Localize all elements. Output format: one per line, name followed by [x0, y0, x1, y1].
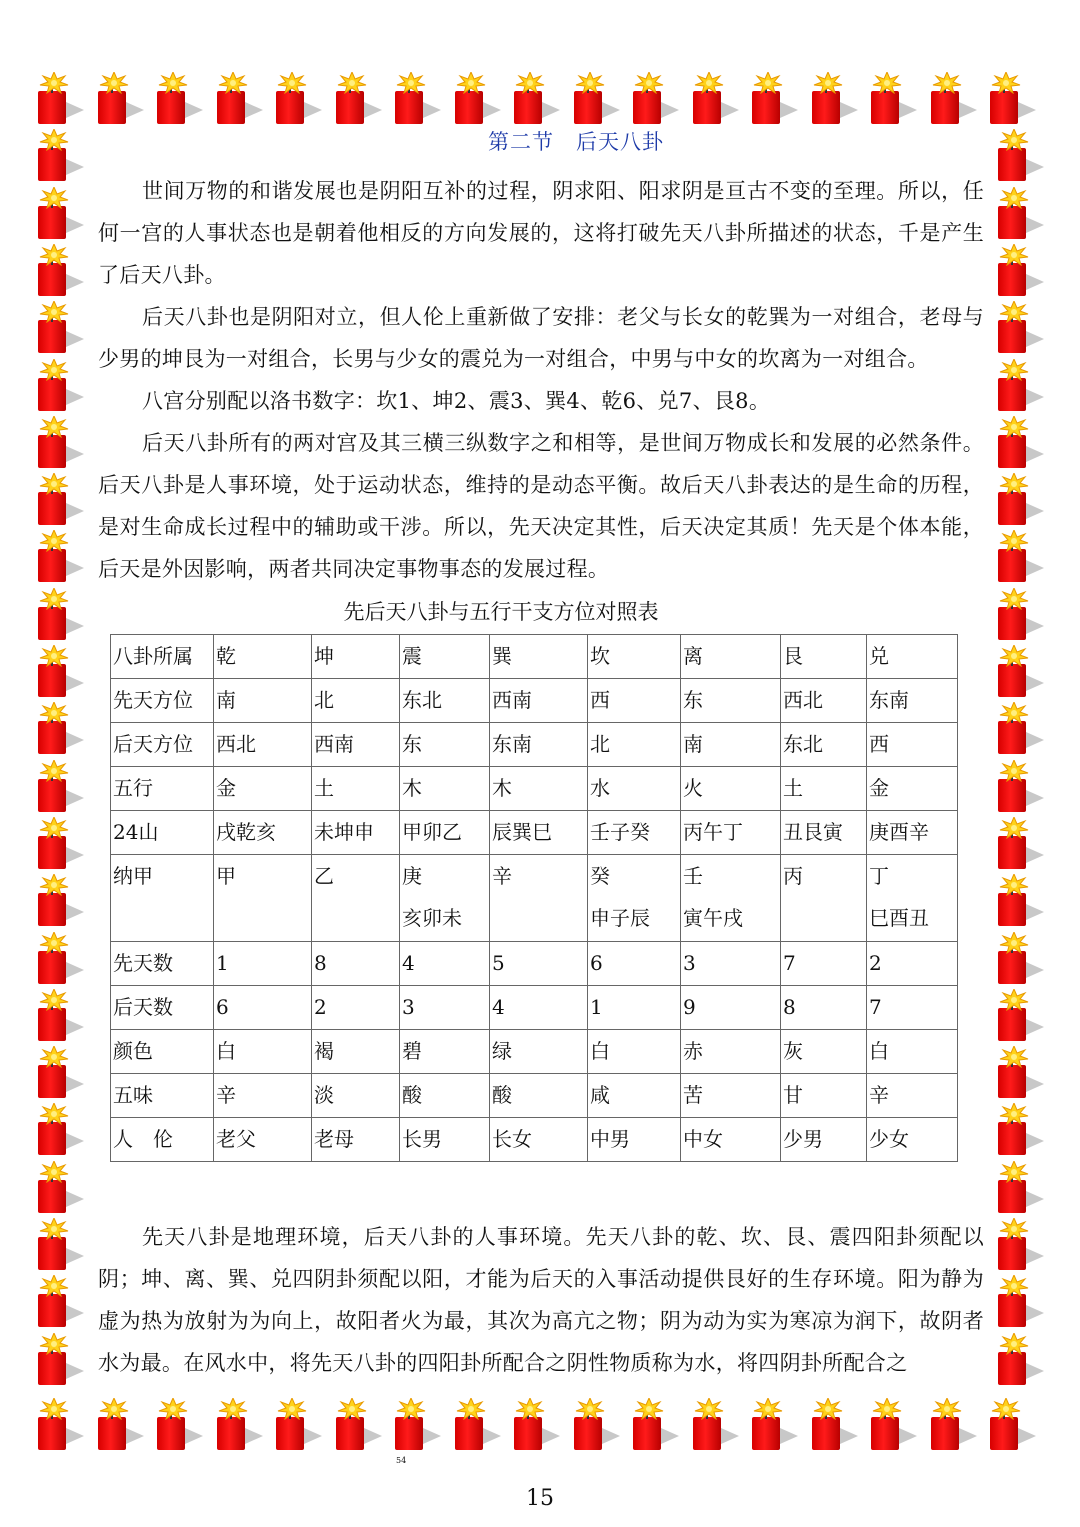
table-cell: [214, 855, 312, 942]
table-cell: 未坤申: [312, 811, 400, 855]
table-cell: 8: [312, 942, 400, 986]
cell-line: 甲: [216, 864, 236, 888]
table-row: [111, 942, 958, 986]
candle-star-icon: [746, 1398, 790, 1450]
table-cell: 老母: [312, 1118, 400, 1162]
table-cell: 先天方位: [111, 679, 214, 723]
candle-star-icon: [992, 760, 1036, 812]
table-cell: 南: [681, 723, 781, 767]
table-cell: 中女: [681, 1118, 781, 1162]
cell-line: 庚: [402, 864, 422, 888]
cell-line: 壬: [683, 864, 703, 888]
table-cell: 坤: [312, 635, 400, 679]
table-cell: 坎: [588, 635, 681, 679]
table-cell: 7: [781, 942, 867, 986]
candle-star-icon: [270, 1398, 314, 1450]
table-cell: 金: [214, 767, 312, 811]
candle-star-icon: [992, 473, 1036, 525]
table-cell: 长男: [400, 1118, 490, 1162]
table-cell: 西北: [214, 723, 312, 767]
bagua-comparison-table: [110, 634, 958, 1162]
footnote-number: 54: [396, 1456, 407, 1465]
cell-line: 丁: [869, 864, 889, 888]
table-cell: 老父: [214, 1118, 312, 1162]
table-cell: 东南: [490, 723, 588, 767]
table-cell: 后天方位: [111, 723, 214, 767]
candle-star-icon: [687, 1398, 731, 1450]
cell-line: 乙: [314, 864, 334, 888]
candle-star-icon: [32, 244, 76, 296]
table-cell: 乾: [214, 635, 312, 679]
candle-star-icon: [32, 932, 76, 984]
candle-star-icon: [992, 530, 1036, 582]
table-cell: 5: [490, 942, 588, 986]
table-cell: 2: [867, 942, 958, 986]
table-row: [111, 767, 958, 811]
candle-star-icon: [32, 1103, 76, 1155]
cell-line: 丙: [783, 864, 803, 888]
cell-line: 癸: [590, 864, 610, 888]
candle-star-icon: [925, 1398, 969, 1450]
table-header-row: [111, 635, 958, 679]
candle-star-icon: [32, 817, 76, 869]
table-cell: 1: [588, 986, 681, 1030]
candle-star-icon: [984, 72, 1028, 124]
section-title: 第二节 后天八卦: [488, 130, 664, 154]
candle-star-icon: [992, 1275, 1036, 1327]
table-cell: 西北: [781, 679, 867, 723]
table-cell: 西南: [490, 679, 588, 723]
candle-star-icon: [568, 1398, 612, 1450]
candle-star-icon: [992, 187, 1036, 239]
paragraph-3: 八宫分别配以洛书数字：坎1、坤2、震3、巽4、乾6、兑7、艮8。: [142, 389, 771, 413]
candle-star-icon: [151, 1398, 195, 1450]
table-cell: [588, 855, 681, 942]
table-row: [111, 723, 958, 767]
candle-star-icon: [32, 989, 76, 1041]
table-row: [111, 855, 958, 942]
table-cell: 兑: [867, 635, 958, 679]
candle-star-icon: [32, 187, 76, 239]
table-cell: 8: [781, 986, 867, 1030]
table-cell: 1: [214, 942, 312, 986]
candle-star-icon: [32, 874, 76, 926]
table-cell: 西: [588, 679, 681, 723]
table-cell: 4: [490, 986, 588, 1030]
candle-star-icon: [992, 301, 1036, 353]
paragraph-5: 先天八卦是地理环境，后天八卦的人事环境。先天八卦的乾、坎、艮、震四阳卦须配以阴；坤、离、巽、兑四阴卦须配以阳，才能为后天的入事活动提供艮好的生存环境。阳为静为虚为热为放射为为向上，故阳者火为最，其次为高亢之物；阴为动为实为寒凉为润下，故阴者水为最。在风水中，将先天八卦的四阳卦所配合之阴性物质称为水，将四阴卦所配合之: [98, 1225, 984, 1375]
candle-star-icon: [32, 359, 76, 411]
candle-star-icon: [925, 72, 969, 124]
candle-star-icon: [32, 530, 76, 582]
main-content: [98, 126, 984, 1162]
table-cell: 五味: [111, 1074, 214, 1118]
table-cell: 土: [312, 767, 400, 811]
candle-star-icon: [32, 760, 76, 812]
candle-star-icon: [992, 989, 1036, 1041]
table-cell: [781, 855, 867, 942]
table-cell: 先天数: [111, 942, 214, 986]
candle-star-icon: [865, 72, 909, 124]
candle-star-icon: [687, 72, 731, 124]
candle-star-icon: [992, 1103, 1036, 1155]
candle-star-icon: [508, 1398, 552, 1450]
candle-star-icon: [992, 416, 1036, 468]
candle-star-icon: [746, 72, 790, 124]
table-cell: 6: [214, 986, 312, 1030]
table-cell: 2: [312, 986, 400, 1030]
candle-star-icon: [32, 1275, 76, 1327]
table-cell: 3: [400, 986, 490, 1030]
candle-star-icon: [992, 1161, 1036, 1213]
candle-star-icon: [992, 874, 1036, 926]
candle-star-icon: [32, 473, 76, 525]
table-row: [111, 811, 958, 855]
table-cell: [312, 855, 400, 942]
table-cell: 灰: [781, 1030, 867, 1074]
table-cell: 7: [867, 986, 958, 1030]
paragraph-1: 世间万物的和谐发展也是阴阳互补的过程，阴求阳、阳求阴是亘古不变的至理。所以，任何一宫的人事状态也是朝着他相反的方向发展的，这将打破先天八卦所描述的状态，千是产生了后天八卦。: [98, 179, 984, 287]
page-number: 15: [526, 1486, 554, 1511]
cell-line: 辛: [492, 864, 512, 888]
candle-star-icon: [32, 1398, 76, 1450]
table-cell: 木: [400, 767, 490, 811]
table-cell: 人 伦: [111, 1118, 214, 1162]
candle-star-icon: [992, 588, 1036, 640]
table-cell: 戌乾亥: [214, 811, 312, 855]
table-cell: 颜色: [111, 1030, 214, 1074]
table-row: [111, 1074, 958, 1118]
table-title: 先后天八卦与五行干支方位对照表: [343, 600, 659, 624]
cell-line: 申子辰: [590, 906, 650, 930]
cell-line: 寅午戌: [683, 906, 743, 930]
table-cell: 辛: [214, 1074, 312, 1118]
table-cell: 丑艮寅: [781, 811, 867, 855]
candle-star-icon: [992, 645, 1036, 697]
candle-star-icon: [32, 1218, 76, 1270]
table-cell: 赤: [681, 1030, 781, 1074]
table-cell: 壬子癸: [588, 811, 681, 855]
table-cell: 中男: [588, 1118, 681, 1162]
candle-star-icon: [32, 416, 76, 468]
table-cell: 离: [681, 635, 781, 679]
table-cell: 五行: [111, 767, 214, 811]
candle-star-icon: [270, 72, 314, 124]
table-cell: 八卦所属: [111, 635, 214, 679]
cell-line: 巳酉丑: [869, 906, 929, 930]
table-cell: 白: [867, 1030, 958, 1074]
candle-star-icon: [211, 72, 255, 124]
table-cell: 6: [588, 942, 681, 986]
candle-star-icon: [32, 301, 76, 353]
table-cell: 火: [681, 767, 781, 811]
table-cell: 24山: [111, 811, 214, 855]
candle-star-icon: [449, 72, 493, 124]
candle-star-icon: [92, 72, 136, 124]
candle-star-icon: [992, 244, 1036, 296]
candle-star-icon: [627, 1398, 671, 1450]
candle-star-icon: [992, 1333, 1036, 1385]
table-cell: 木: [490, 767, 588, 811]
table-cell: 绿: [490, 1030, 588, 1074]
table-row: [111, 679, 958, 723]
table-cell: 酸: [490, 1074, 588, 1118]
table-cell: 4: [400, 942, 490, 986]
candle-star-icon: [568, 72, 612, 124]
candle-star-icon: [992, 129, 1036, 181]
candle-star-icon: [389, 1398, 433, 1450]
table-row: [111, 1030, 958, 1074]
candle-star-icon: [151, 72, 195, 124]
table-cell: [400, 855, 490, 942]
candle-star-icon: [992, 359, 1036, 411]
table-cell: 甘: [781, 1074, 867, 1118]
candle-star-icon: [32, 1046, 76, 1098]
table-cell: 苦: [681, 1074, 781, 1118]
candle-star-icon: [992, 817, 1036, 869]
table-cell: 9: [681, 986, 781, 1030]
candle-star-icon: [32, 588, 76, 640]
table-cell: 东南: [867, 679, 958, 723]
table-cell: [867, 855, 958, 942]
candle-star-icon: [992, 932, 1036, 984]
table-row: [111, 1118, 958, 1162]
candle-star-icon: [92, 1398, 136, 1450]
table-cell: 西南: [312, 723, 400, 767]
candle-star-icon: [389, 72, 433, 124]
table-cell: 北: [588, 723, 681, 767]
table-cell: 白: [214, 1030, 312, 1074]
candle-star-icon: [449, 1398, 493, 1450]
table-cell: 南: [214, 679, 312, 723]
cell-line: 纳甲: [113, 864, 153, 888]
table-cell: [111, 855, 214, 942]
candle-star-icon: [992, 1218, 1036, 1270]
table-cell: 巽: [490, 635, 588, 679]
table-cell: 咸: [588, 1074, 681, 1118]
candle-star-icon: [32, 129, 76, 181]
table-cell: 淡: [312, 1074, 400, 1118]
table-cell: 东北: [781, 723, 867, 767]
paragraph-2: 后天八卦也是阴阳对立，但人伦上重新做了安排：老父与长女的乾巽为一对组合，老母与少男的坤艮为一对组合，长男与少女的震兑为一对组合，中男与中女的坎离为一对组合。: [98, 305, 984, 371]
table-cell: 北: [312, 679, 400, 723]
candle-star-icon: [984, 1398, 1028, 1450]
table-cell: 震: [400, 635, 490, 679]
table-cell: 金: [867, 767, 958, 811]
cell-line: 亥卯未: [402, 906, 462, 930]
table-cell: 东北: [400, 679, 490, 723]
table-cell: 褐: [312, 1030, 400, 1074]
table-cell: 3: [681, 942, 781, 986]
paragraph-4: 后天八卦所有的两对宫及其三横三纵数字之和相等，是世间万物成长和发展的必然条件。后天八卦是人事环境，处于运动状态，维持的是动态平衡。故后天八卦表达的是生命的历程，是对生命成长过程中的辅助或干涉。所以，先天决定其性，后天决定其质！先天是个体本能，后天是外因影响，两者共同决定事物事态的发展过程。: [98, 431, 984, 581]
table-cell: 丙午丁: [681, 811, 781, 855]
table-cell: 甲卯乙: [400, 811, 490, 855]
table-cell: 碧: [400, 1030, 490, 1074]
candle-star-icon: [806, 72, 850, 124]
table-cell: 少男: [781, 1118, 867, 1162]
table-cell: 东: [681, 679, 781, 723]
table-cell: 辛: [867, 1074, 958, 1118]
table-cell: 酸: [400, 1074, 490, 1118]
candle-star-icon: [508, 72, 552, 124]
candle-star-icon: [211, 1398, 255, 1450]
table-cell: 庚酉辛: [867, 811, 958, 855]
table-row: [111, 986, 958, 1030]
table-cell: 东: [400, 723, 490, 767]
bottom-text-block: [98, 1216, 984, 1384]
candle-star-icon: [330, 1398, 374, 1450]
table-cell: 后天数: [111, 986, 214, 1030]
table-cell: [681, 855, 781, 942]
candle-star-icon: [330, 72, 374, 124]
table-cell: 辰巽巳: [490, 811, 588, 855]
table-cell: 水: [588, 767, 681, 811]
table-cell: 少女: [867, 1118, 958, 1162]
candle-star-icon: [992, 1046, 1036, 1098]
table-cell: 白: [588, 1030, 681, 1074]
candle-star-icon: [806, 1398, 850, 1450]
candle-star-icon: [32, 1333, 76, 1385]
table-cell: 土: [781, 767, 867, 811]
table-cell: 西: [867, 723, 958, 767]
candle-star-icon: [992, 702, 1036, 754]
candle-star-icon: [32, 702, 76, 754]
table-cell: 艮: [781, 635, 867, 679]
table-cell: 长女: [490, 1118, 588, 1162]
table-cell: [490, 855, 588, 942]
candle-star-icon: [865, 1398, 909, 1450]
candle-star-icon: [627, 72, 671, 124]
candle-star-icon: [32, 1161, 76, 1213]
candle-star-icon: [32, 72, 76, 124]
candle-star-icon: [32, 645, 76, 697]
